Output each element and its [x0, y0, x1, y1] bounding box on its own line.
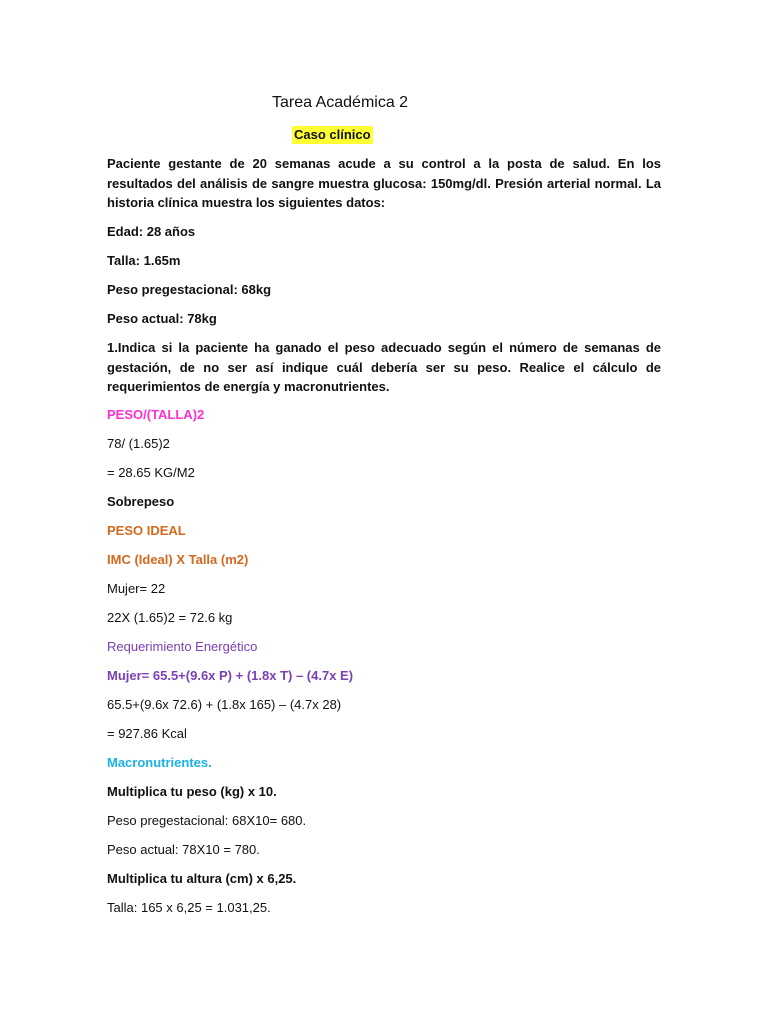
macro-step-height: Multiplica tu altura (cm) x 6,25.: [107, 871, 297, 886]
document-title: Tarea Académica 2: [272, 94, 409, 111]
height-line: Talla: 1.65m: [107, 253, 181, 268]
energy-calculation: 65.5+(9.6x 72.6) + (1.8x 165) – (4.7x 28): [107, 697, 342, 712]
macro-step-weight: Multiplica tu peso (kg) x 10.: [107, 784, 277, 799]
current-weight-line: Peso actual: 78kg: [107, 311, 217, 326]
energy-heading: Requerimiento Energético: [107, 639, 258, 654]
macronutrients-heading: Macronutrientes.: [107, 755, 212, 770]
pregestational-weight-line: Peso pregestacional: 68kg: [107, 282, 272, 297]
ideal-weight-calculation: 22X (1.65)2 = 72.6 kg: [107, 610, 233, 625]
energy-formula: Mujer= 65.5+(9.6x P) + (1.8x T) – (4.7x E): [107, 668, 354, 683]
imc-result: = 28.65 KG/M2: [107, 465, 195, 480]
imc-heading: PESO/(TALLA)2: [107, 407, 205, 422]
ideal-weight-heading: PESO IDEAL: [107, 523, 186, 538]
case-label: Caso clínico: [294, 127, 371, 142]
ideal-imc-woman: Mujer= 22: [107, 581, 166, 596]
case-paragraph: Paciente gestante de 20 semanas acude a su control a la posta de salud. En los resultados del análisis de sangre muestra glucosa: 150mg/dl. Presión arterial normal. La historia clínica muestra los siguientes datos:: [107, 156, 661, 210]
macro-current-calc: Peso actual: 78X10 = 780.: [107, 842, 260, 857]
imc-calculation: 78/ (1.65)2: [107, 436, 170, 451]
macro-height-calc: Talla: 165 x 6,25 = 1.031,25.: [107, 900, 271, 915]
energy-result: = 927.86 Kcal: [107, 726, 187, 741]
imc-classification: Sobrepeso: [107, 494, 175, 509]
age-line: Edad: 28 años: [107, 224, 196, 239]
question-paragraph: 1.Indica si la paciente ha ganado el peso adecuado según el número de semanas de gestación, de no ser así indique cuál debería ser su peso. Realice el cálculo de requerimientos de energía y macronutrientes.: [107, 340, 661, 394]
macro-pregestational-calc: Peso pregestacional: 68X10= 680.: [107, 813, 307, 828]
ideal-weight-formula: IMC (Ideal) X Talla (m2): [107, 552, 249, 567]
